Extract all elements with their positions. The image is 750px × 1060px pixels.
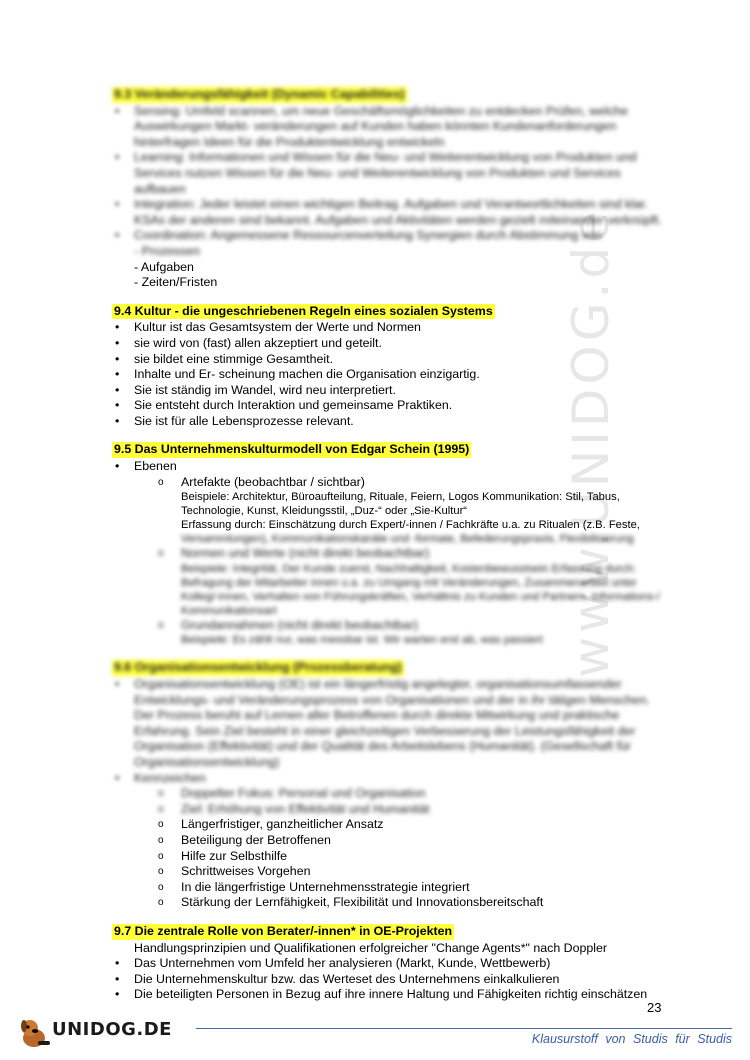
bullet-icon: •: [115, 335, 120, 350]
document-body: [112, 87, 672, 1016]
line-text: Grundannahmen (nicht direkt beobachtbar): [181, 617, 418, 632]
line-text: Beispiele: Architektur, Büroaufteilung, Rituale, Feiern, Logos Kommunikation: Stil, Tabus, Technologie, Kunst, Kleidungsstil, „Duz-“ oder „Sie-Kultur“: [181, 491, 620, 518]
line-text: Versammlungen), Kommunikationskanäle und -formate, Befederungspraxis, Flexibilisierung: [181, 533, 634, 546]
section-heading: 9.4 Kultur - die ungeschriebenen Regeln eines sozialen Systems: [114, 303, 493, 318]
line-text: Hilfe zur Selbsthilfe: [181, 848, 288, 863]
line-text: In die längerfristige Unternehmensstrategie integriert: [181, 879, 470, 894]
section-heading: 9.6 Organisationsentwicklung (Prozessberatung): [114, 660, 402, 675]
page-number: 23: [647, 1000, 662, 1015]
list-item: [112, 956, 672, 972]
list-item: [112, 677, 672, 771]
section: [112, 87, 672, 291]
sub-list-item: [112, 833, 672, 849]
sub-list-item: [112, 849, 672, 865]
list-item: [112, 320, 672, 336]
sub-list-item: [112, 880, 672, 896]
line-text: Learning: Informationen und Wissen für die Neu- und Weiterentwicklung von Produkten und Services nutzen Wissen für die Neu- und Weiterentwicklung von Produkten und Services aufbauen: [134, 150, 637, 196]
circle-bullet-icon: o: [158, 897, 164, 909]
text-line: [112, 260, 672, 276]
section-heading: 9.3 Veränderungsfähigkeit (Dynamic Capabilities): [114, 87, 405, 101]
line-text: Sensing: Umfeld scannen, um neue Geschäftsmöglichkeiten zu entdecken Prüfen, welche Auswirkungen Markt- veränderungen auf Kunden haben könnten Kundenanforderungen hinterfragen Ideen für die Produktentwicklung entwickeln: [134, 103, 628, 149]
line-text: Inhalte und Er- scheinung machen die Organisation einzigartig.: [134, 367, 480, 382]
bullet-icon: •: [115, 150, 120, 165]
line-text: Integration: Jeder leistet einen wichtigen Beitrag. Aufgaben und Verantwortlichkeiten sind klar. KSAs der anderen sind bekannt. Aufgaben und Aktivitäten werden gezielt miteinander verknüpft.: [134, 197, 662, 227]
list-item: [112, 987, 672, 1003]
circle-bullet-icon: o: [158, 788, 164, 800]
bullet-icon: •: [115, 677, 120, 692]
circle-bullet-icon: o: [158, 819, 164, 831]
bullet-icon: •: [115, 351, 120, 366]
sub-list-item: [112, 786, 672, 802]
text-line: [112, 275, 672, 291]
bullet-icon: •: [115, 228, 120, 243]
line-text: Normen und Werte (nicht direkt beobachtbar): [181, 546, 430, 561]
line-text: Sie ist ständig im Wandel, wird neu interpretiert.: [134, 382, 396, 397]
bullet-icon: •: [115, 197, 120, 212]
section-heading: 9.7 Die zentrale Rolle von Berater/-innen* in OE-Projekten: [114, 923, 453, 938]
sub-list-item: [112, 817, 672, 833]
section: [112, 924, 672, 1003]
bullet-icon: •: [115, 770, 120, 785]
unidog-logo: [18, 1016, 188, 1052]
line-text: Kultur ist das Gesamtsystem der Werte und Normen: [134, 320, 421, 335]
line-text: Die beteiligten Personen in Bezug auf ihre innere Haltung und Fähigkeiten richtig einschätzen: [134, 987, 648, 1002]
text-line: [112, 633, 672, 647]
sub-list-item: [112, 802, 672, 818]
section-heading: 9.5 Das Unternehmenskulturmodell von Edgar Schein (1995): [114, 442, 470, 457]
list-item: [112, 972, 672, 988]
circle-bullet-icon: o: [158, 803, 164, 815]
line-text: - Aufgaben: [134, 259, 194, 274]
line-text: Doppelter Fokus: Personal und Organisation: [181, 786, 426, 801]
line-text: Ziel: Erhöhung von Effektivität und Humanität: [181, 801, 430, 816]
text-line: [112, 518, 672, 532]
list-item: [112, 414, 672, 430]
list-item: [112, 383, 672, 399]
bullet-icon: •: [115, 367, 120, 382]
line-text: Beispiele: Integrität, Der Kunde zuerst, Nachhaltigkeit, Kostenbewusstsein Erfassung durch: Befragung der Mitarbeiter innen u.a. zu Umgang mit Veränderungen, Zusammenarbeit unter Kolleg/-innen, Verhalten von Führungskräften, Verhältnis zu Kunden und Partnern, Informations-/ Kommunikationsart: [181, 562, 660, 617]
line-text: Sie ist für alle Lebensprozesse relevant.: [134, 413, 354, 428]
sub-list-item: [112, 475, 672, 491]
circle-bullet-icon: o: [158, 619, 164, 631]
line-text: - Zeiten/Fristen: [134, 275, 218, 290]
text-line: [112, 244, 672, 260]
circle-bullet-icon: o: [158, 866, 164, 878]
bullet-icon: •: [115, 956, 120, 971]
line-text: Längerfristiger, ganzheitlicher Ansatz: [181, 817, 384, 832]
section: [112, 660, 672, 911]
sub-list-item: [112, 895, 672, 911]
line-text: Coordination: Angemessene Ressourcenverteilung Synergien durch Abstimmung von: [134, 228, 602, 243]
line-text: Beispiele: Es zählt nur, was messbar ist. Wir warten erst ab, was passiert: [181, 634, 543, 647]
text-line: [112, 941, 672, 957]
sub-list-item: [112, 864, 672, 880]
bullet-icon: •: [115, 382, 120, 397]
line-text: Beteiligung der Betroffenen: [181, 832, 331, 847]
bullet-icon: •: [115, 413, 120, 428]
line-text: sie bildet eine stimmige Gesamtheit.: [134, 351, 334, 366]
line-text: Die Unternehmenskultur bzw. das Werteset des Unternehmens einkalkulieren: [134, 971, 560, 986]
line-text: Das Unternehmen vom Umfeld her analysieren (Markt, Kunde, Wettbewerb): [134, 956, 551, 971]
list-item: [112, 197, 672, 228]
circle-bullet-icon: o: [158, 850, 164, 862]
text-line: [112, 490, 672, 518]
line-text: Handlungsprinzipien und Qualifikationen erfolgreicher "Change Agents*" nach Doppler: [134, 940, 608, 955]
bullet-icon: •: [115, 398, 120, 413]
line-text: Stärkung der Lernfähigkeit, Flexibilität und Innovationsbereitschaft: [181, 895, 544, 910]
list-item: [112, 459, 672, 475]
line-text: sie wird von (fast) allen akzeptiert und geteilt.: [134, 335, 382, 350]
list-item: [112, 398, 672, 414]
list-item: [112, 336, 672, 352]
sub-list-item: [112, 618, 672, 634]
circle-bullet-icon: o: [158, 834, 164, 846]
circle-bullet-icon: o: [158, 881, 164, 893]
line-text: Kennzeichen: [134, 770, 206, 785]
bullet-icon: •: [115, 971, 120, 986]
line-text: Sie entsteht durch Interaktion und gemeinsame Praktiken.: [134, 398, 453, 413]
circle-bullet-icon: o: [158, 548, 164, 560]
list-item: [112, 228, 672, 244]
line-text: Organisationsentwicklung (OE) ist ein längerfristig angelegter, organisationsumfassender Entwicklungs- und Veränderungsprozess von Organisationen und der in ihr tätigen Menschen. Der Prozess beruht auf Lernen aller Betroffenen durch direkte Mitwirkung und praktische Erfahrung. Sein Ziel besteht in einer gleichzeitigen Verbesserung der Leistungsfähigkeit der Organisation (Effektivität) und der Qualität des Arbeitslebens (Humanität). (Gesellschaft für Organisationsentwicklung): [134, 677, 650, 769]
section: [112, 304, 672, 430]
bullet-icon: •: [115, 987, 120, 1002]
sub-list-item: [112, 546, 672, 562]
dog-icon: [18, 1016, 54, 1052]
bullet-icon: •: [115, 459, 120, 474]
line-text: Erfassung durch: Einschätzung durch Expert/-innen / Fachkräfte u.a. zu Ritualen (z.B. Feste,: [181, 519, 640, 532]
text-line: [112, 532, 672, 546]
circle-bullet-icon: o: [158, 476, 164, 488]
list-item: [112, 104, 672, 151]
line-text: Schrittweises Vorgehen: [181, 864, 311, 879]
line-text: - Prozessen: [134, 243, 201, 258]
line-text: Artefakte (beobachtbar / sichtbar): [181, 474, 365, 489]
list-item: [112, 352, 672, 368]
footer-rule: [196, 1028, 732, 1029]
footer-tagline: Klausurstoff von Studis für Studis: [531, 1032, 732, 1046]
list-item: [112, 150, 672, 197]
list-item: [112, 367, 672, 383]
logo-text: UNIDOG.DE: [52, 1019, 172, 1040]
text-line: [112, 562, 672, 618]
bullet-icon: •: [115, 320, 120, 335]
section: [112, 442, 672, 647]
line-text: Ebenen: [134, 459, 177, 474]
list-item: [112, 771, 672, 787]
watermark: www.UNIDOG.de: [562, 208, 621, 678]
bullet-icon: •: [115, 103, 120, 118]
